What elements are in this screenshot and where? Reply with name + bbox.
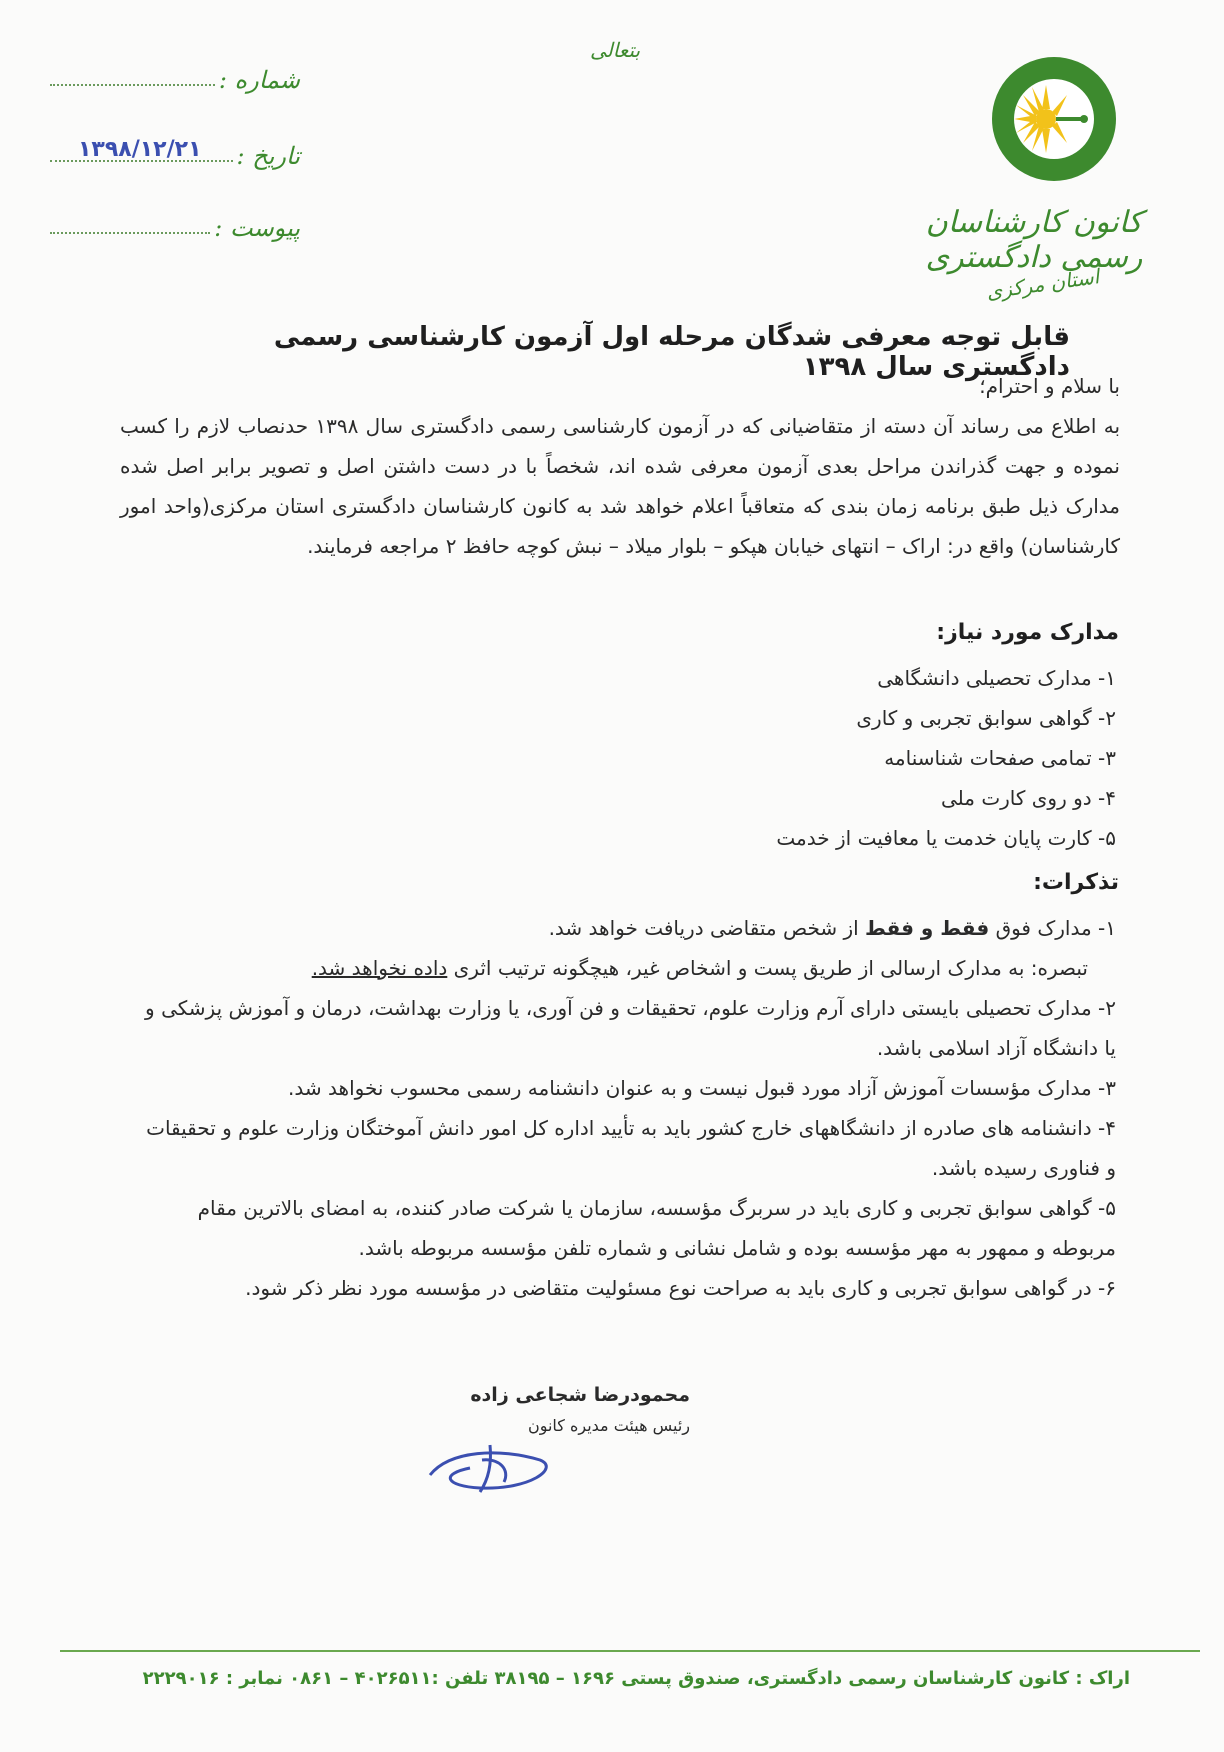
note-item-5: ۵- گواهی سوابق تجربی و کاری باید در سربرگ مؤسسه، سازمان یا شرکت صادر کننده، به امضای بالاترین مقام مربوطه و ممهور به مهر مؤسسه بوده و شامل نشانی و شماره تلفن مؤسسه مربوطه باشد.: [197, 1196, 1116, 1260]
list-item: ۱- مدارک تحصیلی دانشگاهی: [877, 666, 1116, 690]
number-label: شماره :: [218, 66, 300, 94]
documents-list: [776, 658, 1116, 858]
list-item: ۲- گواهی سوابق تجربی و کاری: [856, 706, 1116, 730]
documents-heading: مدارک مورد نیاز:: [936, 620, 1119, 645]
handwritten-signature-icon: [420, 1430, 560, 1500]
footer-divider: [60, 1650, 1200, 1652]
note-1-remark-text: تبصره: به مدارک ارسالی از طریق پست و اشخاص غیر، هیچگونه ترتیب اثری: [447, 956, 1088, 980]
note-1-post: از شخص متقاضی دریافت خواهد شد.: [548, 916, 866, 940]
page-title: قابل توجه معرفی شدگان مرحله اول آزمون کارشناسی رسمی دادگستری سال ۱۳۹۸: [273, 322, 1070, 382]
notes-list: [140, 908, 1116, 1308]
organization-name: کانون کارشناسان رسمی دادگستری: [925, 205, 1143, 275]
signer-name: محمودرضا شجاعی زاده: [470, 1384, 690, 1406]
date-value: ۱۳۹۸/۱۲/۲۱: [78, 137, 202, 162]
notes-heading: تذکرات:: [1033, 870, 1119, 895]
date-dots: [50, 137, 233, 162]
note-item-6: ۶- در گواهی سوابق تجربی و کاری باید به صراحت نوع مسئولیت متقاضی در مؤسسه مورد نظر ذکر شود.: [245, 1276, 1116, 1300]
note-item-4: ۴- دانشنامه های صادره از دانشگاههای خارج کشور باید به تأیید اداره کل امور دانش آموختگان وزارت علوم و تحقیقات و فناوری رسیده باشد.: [146, 1116, 1116, 1180]
signer-role: رئیس هیئت مدیره کانون: [527, 1416, 690, 1435]
number-dots: [50, 64, 215, 86]
list-item: ۳- تمامی صفحات شناسنامه: [884, 746, 1116, 770]
note-1-pre: ۱- مدارک فوق: [989, 916, 1116, 940]
list-item: ۵- کارت پایان خدمت یا معافیت از خدمت: [776, 826, 1116, 850]
main-paragraph: به اطلاع می رساند آن دسته از متقاضیانی که در آزمون کارشناسی رسمی دادگستری سال ۱۳۹۸ حدنصاب لازم را کسب نموده و جهت گذراندن مراحل بعدی آزمون معرفی شده اند، شخصاً با در دست داشتن اصل و تصویر برابر اصل شده مدارک ذیل طبق برنامه زمان بندی که متعاقباً اعلام خواهد شد به کانون کارشناسان دادگستری استان مرکزی(واحد امور کارشناسان) واقع در: اراک – انتهای خیابان هپکو – بلوار میلاد – نبش کوچه حافظ ۲ مراجعه فرمایند.: [120, 414, 1121, 558]
attachment-dots: [50, 212, 210, 234]
note-1-emphasis: فقط و فقط: [865, 916, 990, 940]
note-item-1: [140, 908, 1116, 948]
list-item: ۴- دو روی کارت ملی: [940, 786, 1116, 810]
footer-contact: اراک : کانون کارشناسان رسمی دادگستری، صندوق پستی ۱۶۹۶ – ۳۸۱۹۵ تلفن :۴۰۲۶۵۱۱ – ۰۸۶۱ نمابر : ۲۲۲۹۰۱۶: [142, 1668, 1130, 1689]
attachment-field: [50, 212, 300, 242]
date-field: [50, 137, 300, 170]
number-field: [50, 64, 300, 94]
province-name: استان مرکزی: [984, 264, 1101, 304]
bismillah-text: بتعالی: [589, 38, 641, 62]
note-1-remark-underlined: داده نخواهد شد.: [311, 956, 448, 980]
date-label: تاریخ :: [236, 142, 300, 170]
note-item-3: ۳- مدارک مؤسسات آموزش آزاد مورد قبول نیست و به عنوان دانشنامه رسمی محسوب نخواهد شد.: [288, 1076, 1116, 1100]
greeting-text: با سلام و احترام؛: [979, 374, 1120, 398]
note-item-2: ۲- مدارک تحصیلی بایستی دارای آرم وزارت علوم، تحقیقات و فن آوری، یا وزارت بهداشت، درمان و آموزش پزشکی و یا دانشگاه آزاد اسلامی باشد.: [145, 996, 1116, 1060]
organization-logo-icon: [990, 55, 1118, 183]
note-1-remark: [140, 948, 1116, 988]
attachment-label: پیوست :: [214, 214, 300, 242]
